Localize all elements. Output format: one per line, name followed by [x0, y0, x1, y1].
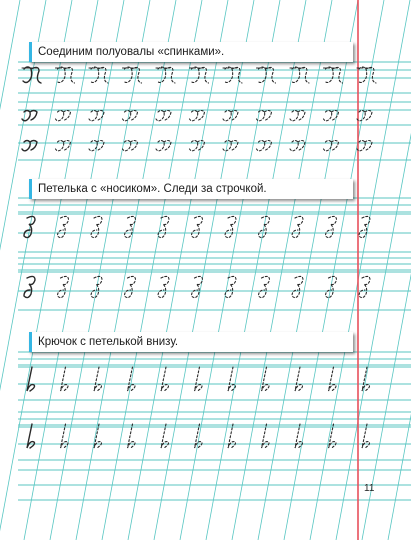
curly-x-small-glyph	[290, 141, 305, 151]
curly-x-small-glyph	[156, 141, 171, 151]
hook-glyph	[329, 367, 337, 391]
curly-x-glyph	[190, 67, 209, 83]
instruction-text-3: Крючок с петелькой внизу.	[38, 336, 179, 348]
looped-stroke-glyph	[158, 276, 169, 297]
looped-stroke-glyph	[58, 216, 69, 237]
instruction-banner-2	[29, 179, 353, 199]
curly-x-small-glyph	[156, 111, 171, 121]
looped-stroke-glyph	[125, 276, 136, 297]
hook-glyph	[94, 367, 102, 391]
curly-x-glyph	[324, 67, 343, 83]
instruction-banner-1	[29, 42, 353, 62]
curly-x-small-glyph	[123, 111, 138, 121]
hook-glyph	[128, 367, 136, 391]
looped-stroke-glyph	[359, 276, 370, 297]
looped-stroke-glyph	[24, 216, 35, 237]
curly-x-glyph	[22, 67, 41, 83]
looped-stroke-glyph	[292, 276, 303, 297]
curly-x-small-glyph	[22, 141, 37, 151]
curly-x-small-glyph	[290, 111, 305, 121]
looped-stroke-glyph	[292, 216, 303, 237]
curly-x-small-glyph	[123, 141, 138, 151]
instruction-banner-3	[29, 332, 353, 352]
curly-x-small-glyph	[223, 111, 238, 121]
looped-stroke-glyph	[24, 276, 35, 297]
instruction-text-2: Петелька с «носиком». Следи за строчкой.	[38, 183, 267, 195]
curly-x-small-glyph	[257, 141, 272, 151]
curly-x-small-glyph	[56, 141, 71, 151]
hook-glyph	[161, 367, 169, 391]
curly-x-glyph	[89, 67, 108, 83]
curly-x-glyph	[357, 67, 376, 83]
looped-stroke-glyph	[58, 276, 69, 297]
curly-x-glyph	[257, 67, 276, 83]
looped-stroke-glyph	[91, 216, 102, 237]
looped-stroke-glyph	[225, 216, 236, 237]
curly-x-small-glyph	[223, 141, 238, 151]
curly-x-glyph	[156, 67, 175, 83]
hook-glyph	[61, 367, 69, 391]
hook-glyph	[262, 367, 270, 391]
looped-stroke-glyph	[259, 276, 270, 297]
curly-x-small-glyph	[357, 111, 372, 121]
looped-stroke-glyph	[192, 216, 203, 237]
curly-x-small-glyph	[190, 111, 205, 121]
curly-x-small-glyph	[357, 141, 372, 151]
curly-x-small-glyph	[56, 111, 71, 121]
hook-glyph	[195, 367, 203, 391]
curly-x-glyph	[123, 67, 142, 83]
looped-stroke-glyph	[326, 216, 337, 237]
curly-x-glyph	[223, 67, 242, 83]
page-number: 11	[364, 483, 375, 494]
hook-glyph	[295, 367, 303, 391]
instruction-text-1: Соединим полуовалы «спинками».	[38, 46, 225, 58]
curly-x-small-glyph	[190, 141, 205, 151]
